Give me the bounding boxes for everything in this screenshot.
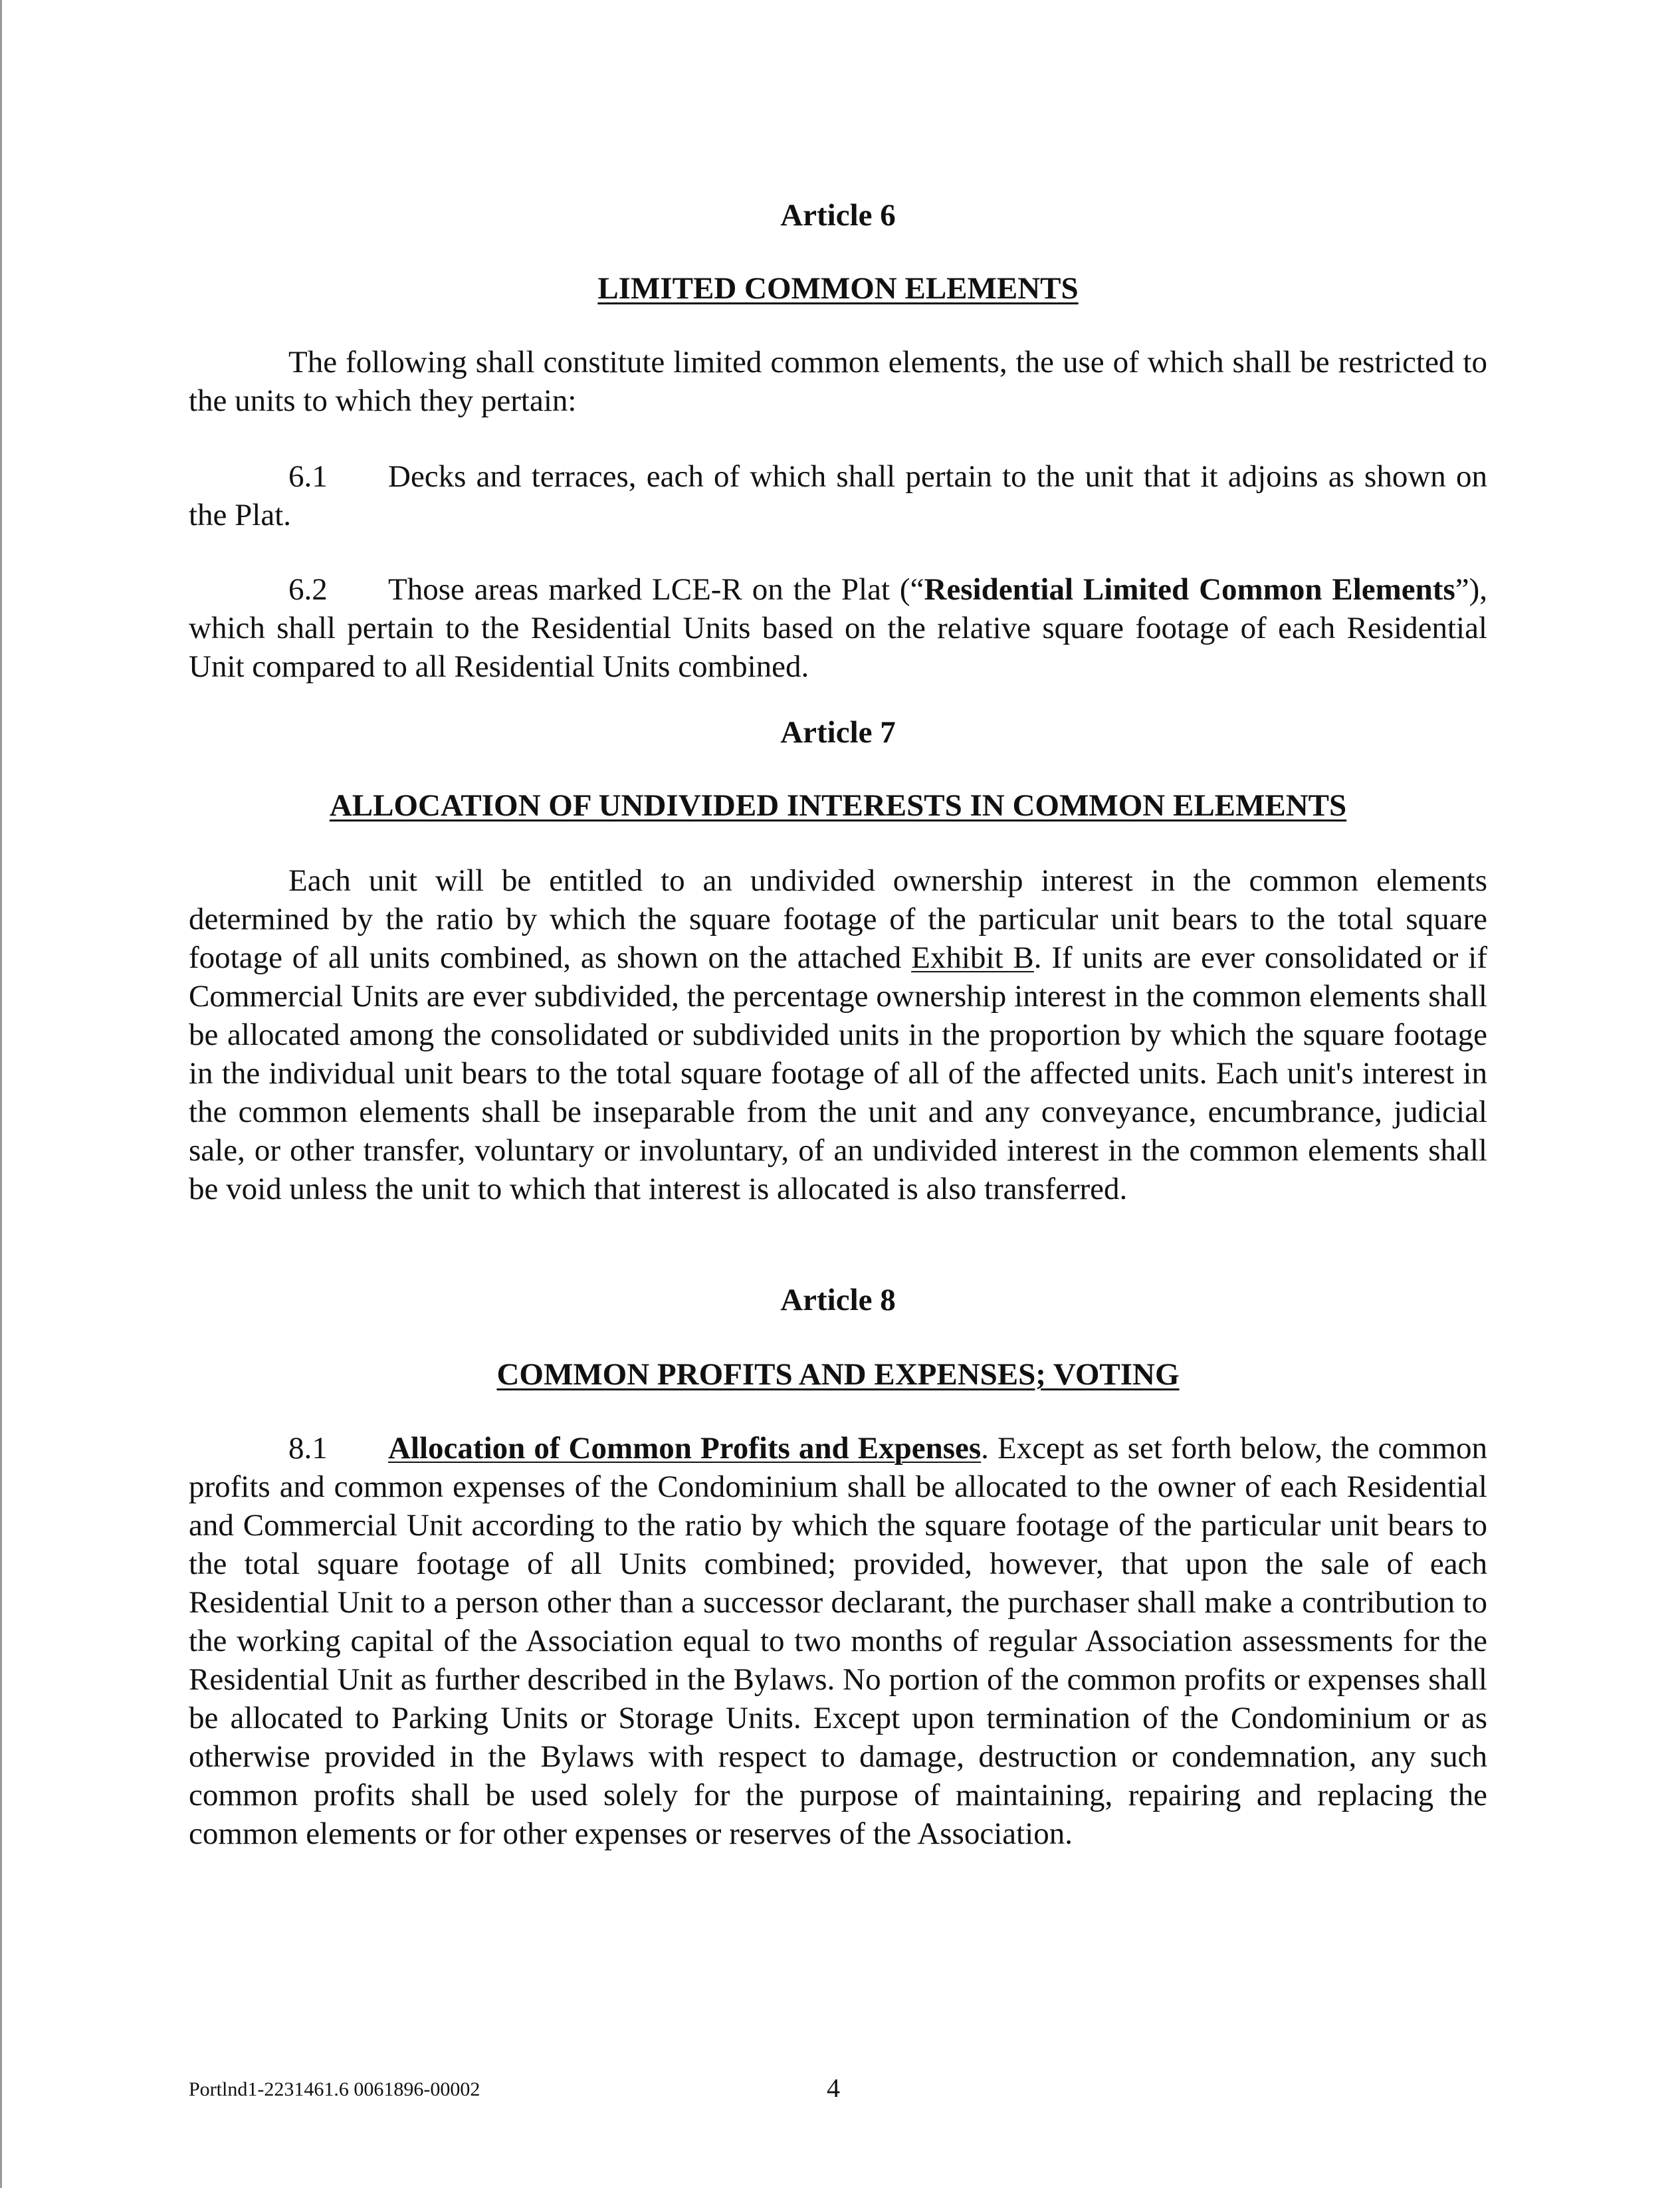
article-8-heading: COMMON PROFITS AND EXPENSES; VOTING [496, 1357, 1180, 1392]
section-6-1 [189, 457, 1487, 534]
section-6-2-text-post: ”), which shall pertain to the Residential Units based on the relative square footage of each Residential Unit compared to all Residential Units combined. [189, 572, 1487, 684]
footer-document-id: Portlnd1-2231461.6 0061896-00002 [189, 2078, 480, 2100]
section-6-2 [189, 570, 1487, 686]
section-8-1 [189, 1429, 1487, 1853]
page-number: 4 [827, 2073, 840, 2103]
section-6-1-text: Decks and terraces, each of which shall pertain to the unit that it adjoins as shown on the Plat. [189, 459, 1487, 532]
article-6-title: Article 6 [780, 198, 896, 233]
article-7-title: Article 7 [780, 715, 896, 750]
section-6-2-number: 6.2 [288, 572, 328, 607]
section-8-1-text: . Except as set forth below, the common profits and common expenses of the Condominium shall be allocated to the owner of each Residential and Commercial Unit according to the ratio by which the square footage of the particular unit bears to the total square footage of all Units combined; provided, however, that upon the sale of each Residential Unit to a person other than a successor declarant, the purchaser shall make a contribution to the working capital of the Association equal to two months of regular Association assessments for the Residential Unit as further described in the Bylaws. No portion of the common profits or expenses shall be allocated to Parking Units or Storage Units. Except upon termination of the Condominium or as otherwise provided in the Bylaws with respect to damage, destruction or condemnation, any such common profits shall be used solely for the purpose of maintaining, repairing and replacing the common elements or for other expenses or reserves of the Association. [189, 1431, 1487, 1851]
article-7-text-pre: Each unit will be entitled to an undivided ownership interest in the common elements determined by the ratio by which the square footage of the particular unit bears to the total square footage of all units combined, as shown on the attached [189, 863, 1487, 975]
exhibit-b-reference: Exhibit B [911, 940, 1034, 975]
article-7-heading: ALLOCATION OF UNDIVIDED INTERESTS IN COMMON ELEMENTS [329, 788, 1347, 823]
section-8-1-heading: Allocation of Common Profits and Expenses [388, 1431, 982, 1466]
section-6-2-text-pre: Those areas marked LCE-R on the Plat (“ [388, 572, 924, 607]
section-8-1-number: 8.1 [288, 1431, 328, 1466]
article-6-heading: LIMITED COMMON ELEMENTS [597, 271, 1079, 306]
article-6-intro [189, 343, 1487, 420]
article-6-intro-text: The following shall constitute limited common elements, the use of which shall be restricted to the units to which they pertain: [189, 345, 1487, 418]
section-6-1-number: 6.1 [288, 459, 328, 494]
section-6-2-defined-term: Residential Limited Common Elements [924, 572, 1455, 607]
article-7-paragraph [189, 861, 1487, 1208]
article-7-text-post: . If units are ever consolidated or if Commercial Units are ever subdivided, the percentage ownership interest in the common elements shall be allocated among the consolidated or subdivided units in the proportion by which the square footage in the individual unit bears to the total square footage of all of the affected units. Each unit's interest in the common elements shall be inseparable from the unit and any conveyance, encumbrance, judicial sale, or other transfer, voluntary or involuntary, of an undivided interest in the common elements shall be void unless the unit to which that interest is allocated is also transferred. [189, 940, 1487, 1206]
scan-edge-line [0, 0, 2, 2188]
article-8-title: Article 8 [780, 1283, 896, 1317]
